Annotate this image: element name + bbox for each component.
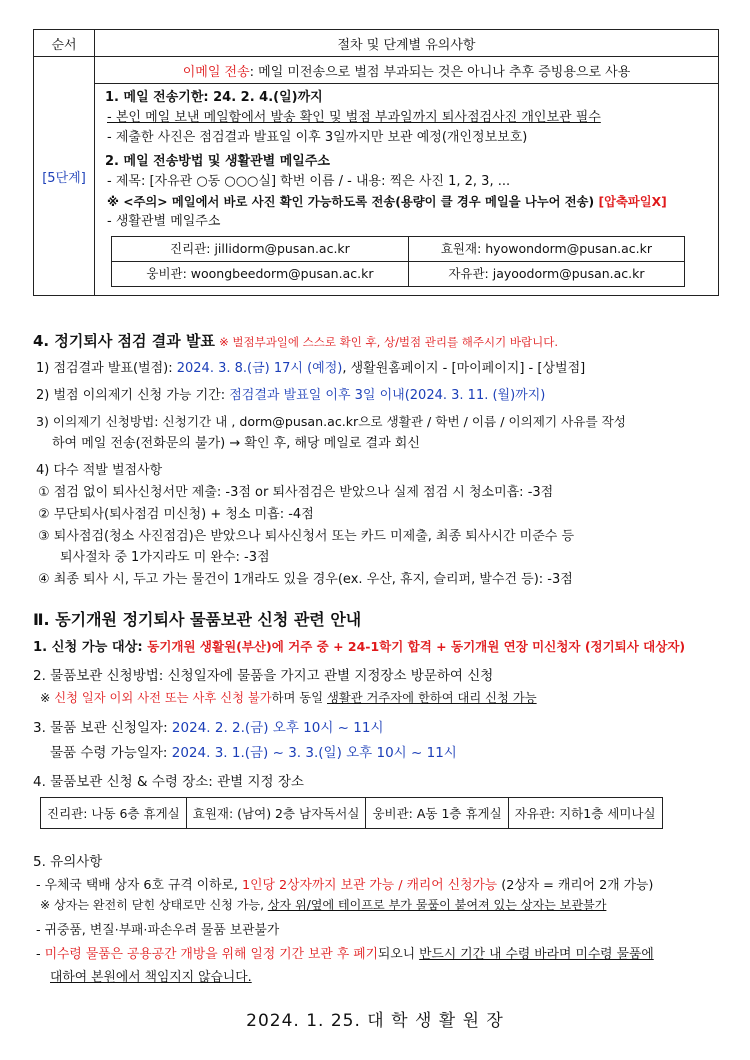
sec2-item1-target: 동기개원 생활원(부산)에 거주 중 + 24-1학기 합격 + 동기개원 연장 미신청자 (정기퇴사 대상자) — [147, 639, 686, 654]
sec4-item1-label: 1) 점검결과 발표(벌점): — [36, 361, 177, 376]
sec4-title: 4. 정기퇴사 점검 결과 발표 — [33, 332, 215, 350]
place-hyowon: 효원재: (남여) 2층 남자독서실 — [186, 798, 366, 829]
caution-item4-c: 되오니 — [377, 947, 420, 962]
email-title-red: 이메일 전송 — [182, 64, 250, 80]
method-title: 2. 메일 전송방법 및 생활관별 메일주소 — [105, 154, 330, 169]
sec2-item1-label: 1. 신청 가능 대상: — [33, 640, 148, 655]
mail-address-jayoo: 자유관: jayoodorm@pusan.ac.kr — [408, 262, 684, 287]
caution-item4-red: 미수령 물품은 공용공간 개방을 위해 일정 기간 보관 후 폐기 — [44, 947, 378, 962]
sec4-item1-date: 2024. 3. 8.(금) 17시 (예정) — [176, 361, 343, 376]
sec2-item2-note-u: 생활관 거주자에 한하여 대리 신청 가능 — [327, 691, 537, 705]
place-jayoo: 자유관: 지하1층 세미나실 — [508, 798, 662, 829]
sec2-title: Ⅱ. 동기개원 정기퇴사 물품보관 신청 관련 안내 — [33, 610, 362, 629]
sec4-title-note: ※ 벌점부과일에 스스로 확인 후, 상/벌점 관리를 해주시기 바랍니다. — [219, 335, 558, 349]
caution-item1-a: - 우체국 택배 상자 6호 규격 이하로, — [36, 878, 243, 893]
deadline-note1: - 본인 메일 보낸 메일함에서 발송 확인 및 벌점 부과일까지 퇴사점검사진 개인보관 필수 — [107, 110, 601, 125]
caution-item2-a: ※ 상자는 완전히 닫힌 상태로만 신청 가능, — [40, 898, 268, 912]
caution-item2-u: 상자 위/옆에 테이프로 부가 물품이 붙여져 있는 상자는 보관불가 — [267, 898, 607, 912]
penalty-item4: ④ 최종 퇴사 시, 두고 가는 물건이 1개라도 있을 경우(ex. 우산, 휴지, 슬리퍼, 발수건 등): -3점 — [38, 572, 573, 587]
caution-item4-a: - — [36, 947, 45, 962]
place-woongbee: 웅비관: A동 1층 휴게실 — [366, 798, 508, 829]
sec2-item5: 5. 유의사항 — [33, 854, 103, 870]
penalty-item1: ① 점검 없이 퇴사신청서만 제출: -3점 or 퇴사점검은 받았으나 실제 점검 시 청소미흡: -3점 — [38, 485, 554, 500]
places-table — [40, 797, 663, 829]
sec2-item3-receive-date: 2024. 3. 1.(금) ~ 3. 3.(일) 오후 10시 ~ 11시 — [171, 745, 457, 761]
footer-signature: 2024. 1. 25. 대 학 생 활 원 장 — [246, 1011, 504, 1031]
sec2-item1 — [33, 636, 685, 655]
sec4-item1-rest: , 생활원홈페이지 - [마이페이지] - [상벌점] — [342, 361, 586, 376]
sec4-item2-period: 점검결과 발표일 이후 3일 이내(2024. 3. 11. (월)까지) — [229, 388, 546, 403]
sec2-item2-note — [40, 688, 537, 706]
sec4-item2-label: 2) 벌점 이의제기 신청 가능 기간: — [36, 388, 230, 403]
email-detail — [95, 84, 719, 296]
sec2-item3-receive-label: 물품 수령 가능일자: — [50, 745, 172, 761]
caution-item3: - 귀중품, 변질·부패·파손우려 물품 보관불가 — [36, 923, 280, 938]
mail-address-woongbee: 웅비관: woongbeedorm@pusan.ac.kr — [112, 262, 409, 287]
sec4-heading — [33, 330, 558, 351]
caution-item1-red: 1인당 2상자까지 보관 가능 / 캐리어 신청가능 — [242, 878, 498, 893]
sec2-item2-note-red: 신청 일자 이외 사전 또는 사후 신청 불가 — [54, 691, 272, 705]
sec2-item2-note-mid: 하며 동일 — [271, 691, 327, 705]
sec4-item3-cont: 하여 메일 전송(전화문의 불가) → 확인 후, 해당 메일로 결과 회신 — [52, 436, 420, 451]
procedure-table — [33, 29, 719, 296]
caution-item2 — [40, 896, 606, 913]
sec2-item3-receive — [50, 741, 457, 761]
email-title-rest: : 메일 미전송으로 벌점 부과되는 것은 아니나 추후 증빙용으로 사용 — [249, 64, 631, 80]
sec4-item2 — [36, 384, 545, 403]
col-procedure-header: 절차 및 단계별 유의사항 — [95, 30, 719, 57]
method-caution — [105, 192, 708, 212]
penalty-item2: ② 무단퇴사(퇴사점검 미신청) + 청소 미흡: -4점 — [38, 507, 314, 522]
sec2-item3-date: 2024. 2. 2.(금) 오후 10시 ~ 11시 — [171, 720, 384, 736]
mail-address-table — [111, 236, 685, 287]
penalty-item3-cont: 퇴사절차 중 1가지라도 미 완수: -3점 — [60, 550, 270, 565]
deadline-note2: - 제출한 사진은 점검결과 발표일 이후 3일까지만 보관 예정(개인정보보호) — [107, 130, 528, 145]
penalty-item3: ③ 퇴사점검(청소 사진점검)은 받았으나 퇴사신청서 또는 카드 미제출, 최종 퇴사시간 미준수 등 — [38, 529, 575, 544]
email-title — [95, 57, 719, 84]
deadline-title: 1. 메일 전송기한: 24. 2. 4.(일)까지 — [105, 90, 323, 105]
caution-item1 — [36, 874, 653, 893]
method-caution-red: [압축파일X] — [598, 195, 667, 209]
method-address-label: - 생활관별 메일주소 — [107, 214, 221, 229]
mail-address-hyowon: 효원재: hyowondorm@pusan.ac.kr — [408, 237, 684, 262]
sec2-item3 — [33, 716, 384, 736]
note-mark: ※ — [40, 691, 55, 705]
sec2-item4: 4. 물품보관 신청 & 수령 장소: 관별 지정 장소 — [33, 774, 304, 790]
sec4-item4: 4) 다수 적발 벌점사항 — [36, 463, 163, 478]
sec4-item1 — [36, 357, 585, 376]
caution-item1-c: (2상자 = 캐리어 2개 가능) — [497, 878, 654, 893]
method-subject: - 제목: [자유관 ○동 ○○○실] 학번 이름 / - 내용: 찍은 사진 1, 2, 3, ... — [107, 174, 511, 189]
step-label: [5단계] — [34, 57, 95, 296]
caution-item4 — [36, 943, 654, 962]
caution-item4-u: 반드시 기간 내 수령 바라며 미수령 물품에 — [419, 947, 654, 962]
place-jilli: 진리관: 나동 6층 휴게실 — [41, 798, 187, 829]
mail-address-jilli: 진리관: jillidorm@pusan.ac.kr — [112, 237, 409, 262]
caution-item4-cont: 대하여 본원에서 책임지지 않습니다. — [50, 970, 252, 985]
sec2-item3-label: 3. 물품 보관 신청일자: — [33, 720, 172, 736]
sec4-item3: 3) 이의제기 신청방법: 신청기간 내 , dorm@pusan.ac.kr으로 생활관 / 학번 / 이름 / 이의제기 사유를 작성 — [36, 414, 626, 429]
sec2-item2: 2. 물품보관 신청방법: 신청일자에 물품을 가지고 관별 지정장소 방문하여 신청 — [33, 668, 494, 684]
col-order-header: 순서 — [34, 30, 95, 57]
method-caution-text: ※ <주의> 메일에서 바로 사진 확인 가능하도록 전송(용량이 클 경우 메일을 나누어 전송) — [107, 195, 595, 209]
